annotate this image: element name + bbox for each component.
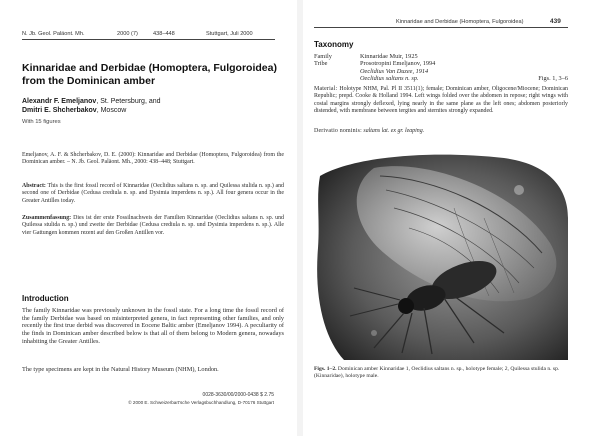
figure-caption-label: Figs. 1–2. [314,366,337,372]
paper-title: Kinnaridae and Derbidae (Homoptera, Fulgoroidea) from the Dominican amber [22,62,277,87]
taxonomy-row-family [314,53,568,60]
figure-reference: Figs. 1, 3–6 [538,75,568,82]
issn-line: 0028-3630/00/2000-0438 $ 2.75 [202,392,274,398]
right-page [304,0,600,436]
page-number: 439 [550,18,561,25]
abstract-text: This is the first fossil record of Kinnaridae (Oeclidius saltans n. sp. and Quilessa stulida n. sp.) and second one of Derbidae (Cedusa crediula n. sp. and Dysimia imperdens n. sp.). All four genera occur in the Greater Antilles today. [22,183,284,204]
material-paragraph [314,86,568,115]
taxonomy-row-tribe [314,60,568,67]
taxonomy-value: Prosotropini Emeljanov, 1994 [360,60,436,68]
taxonomy-label [314,75,360,82]
material-text: Holotype NHM, Pal. Pl II 3511(1); female; Dominican amber, Oligocene/Miocene; Dominican Republic; prepd. Cooke & Holland 1994. Left wings folded over the abdomen in repose; right wings with costal margins strongly deflexed, lying nearly in the same plane as the left ones; abdomen posteriorly distended, with membrane between tergites and sternites strongly expanded. [314,86,568,114]
author-2-place: , Moscow [96,107,127,114]
taxonomy-list [314,53,568,83]
taxonomy-label: Family [314,53,332,60]
journal-name: N. Jb. Geol. Paläont. Mh. [22,31,85,37]
zusammenfassung-text: Dies ist der erste Fossilnachweis der Familien Kinnaridae (Oeclidius saltans n. sp. und Quilessa stulida n. sp.) und zweite der Derbidae (Cedusa crediula n. sp. und Dysimia imperdens n. sp.). Alle vier Gattungen kommen rezent auf den Großen Antillen vor. [22,215,284,236]
amber-insect-photo [314,148,568,360]
taxonomy-label: Tribe [314,60,328,68]
derivatio-label: Derivatio nominis: [314,128,362,134]
header-rule-right [314,27,568,28]
abstract [22,183,284,205]
zusammenfassung-label: Zusammenfassung: [22,215,72,221]
introduction-heading: Introduction [22,294,69,303]
author-2 [22,106,282,115]
citation: Emeljanov, A. F. & Shcherbakov, D. E. (2000): Kinnaridae and Derbidae (Homoptera, Fulgoroidea) from the Dominican amber. – N. Jb. Geol. Paläont. Mh., 2000: 438–448; Stuttgart. [22,152,284,166]
derivatio-text: saltans lat. ex gr. leaping. [361,128,425,134]
place-date: Stuttgart, Juli 2000 [206,31,253,37]
running-title: Kinnaridae and Derbidae (Homoptera, Fulgoroidea) [396,19,524,25]
left-page [0,0,296,436]
taxonomy-row-genus [314,68,568,75]
author-1 [22,97,282,106]
publisher-line: © 2000 E. Schweizerbart'sche Verlagsbuchhandlung, D-70176 Stuttgart [128,400,274,405]
zusammenfassung [22,215,284,237]
taxonomy-value: Oeclidius Van Duzee, 1914 [360,67,429,75]
figures-note: With 15 figures [22,119,61,125]
author-2-name: Dmitri E. Shcherbakov [22,107,97,114]
figure-caption-text: Dominican amber Kinnaridae 1, Oeclidius saltans n. sp., holotype female; 2, Quilessa stulida n. sp. (Kinnaridae), holotype male. [314,366,560,379]
abstract-label: Abstract: [22,183,46,189]
author-list [22,97,282,115]
taxonomy-row-species [314,75,568,82]
author-1-place: , St. Petersburg, and [96,98,161,105]
taxonomy-value: Oeclidius saltans n. sp. [360,75,419,83]
insect-photo-graphic [314,148,568,360]
header-rule [22,39,275,40]
taxonomy-value: Kinnaridae Muir, 1925 [360,53,418,60]
introduction-paragraph-1: The family Kinnaridae was previously unknown in the fossil state. For a long time the fossil record of the family Derbidae was based on misinterpreted genera, in fact representing other families, and only recently the first true derbid was discovered in Eocene Baltic amber (Emeljanov 1994). A peculiarity of the finds in Dominican amber described below is that all of them belong to Modern genera, nowadays inhabiting the Greater Antilles. [22,307,284,345]
figure-caption [314,366,570,380]
material-label: Material: [314,86,338,92]
taxonomy-heading: Taxonomy [314,40,354,49]
journal-year: 2000 (7) [117,31,138,37]
taxonomy-label [314,68,360,75]
introduction-paragraph-2: The type specimens are kept in the Natural History Museum (NHM), London. [22,366,219,373]
page-gutter [297,0,303,436]
derivatio-paragraph [314,128,568,135]
page-range: 438–448 [153,31,175,37]
author-1-name: Alexandr F. Emeljanov [22,98,97,105]
